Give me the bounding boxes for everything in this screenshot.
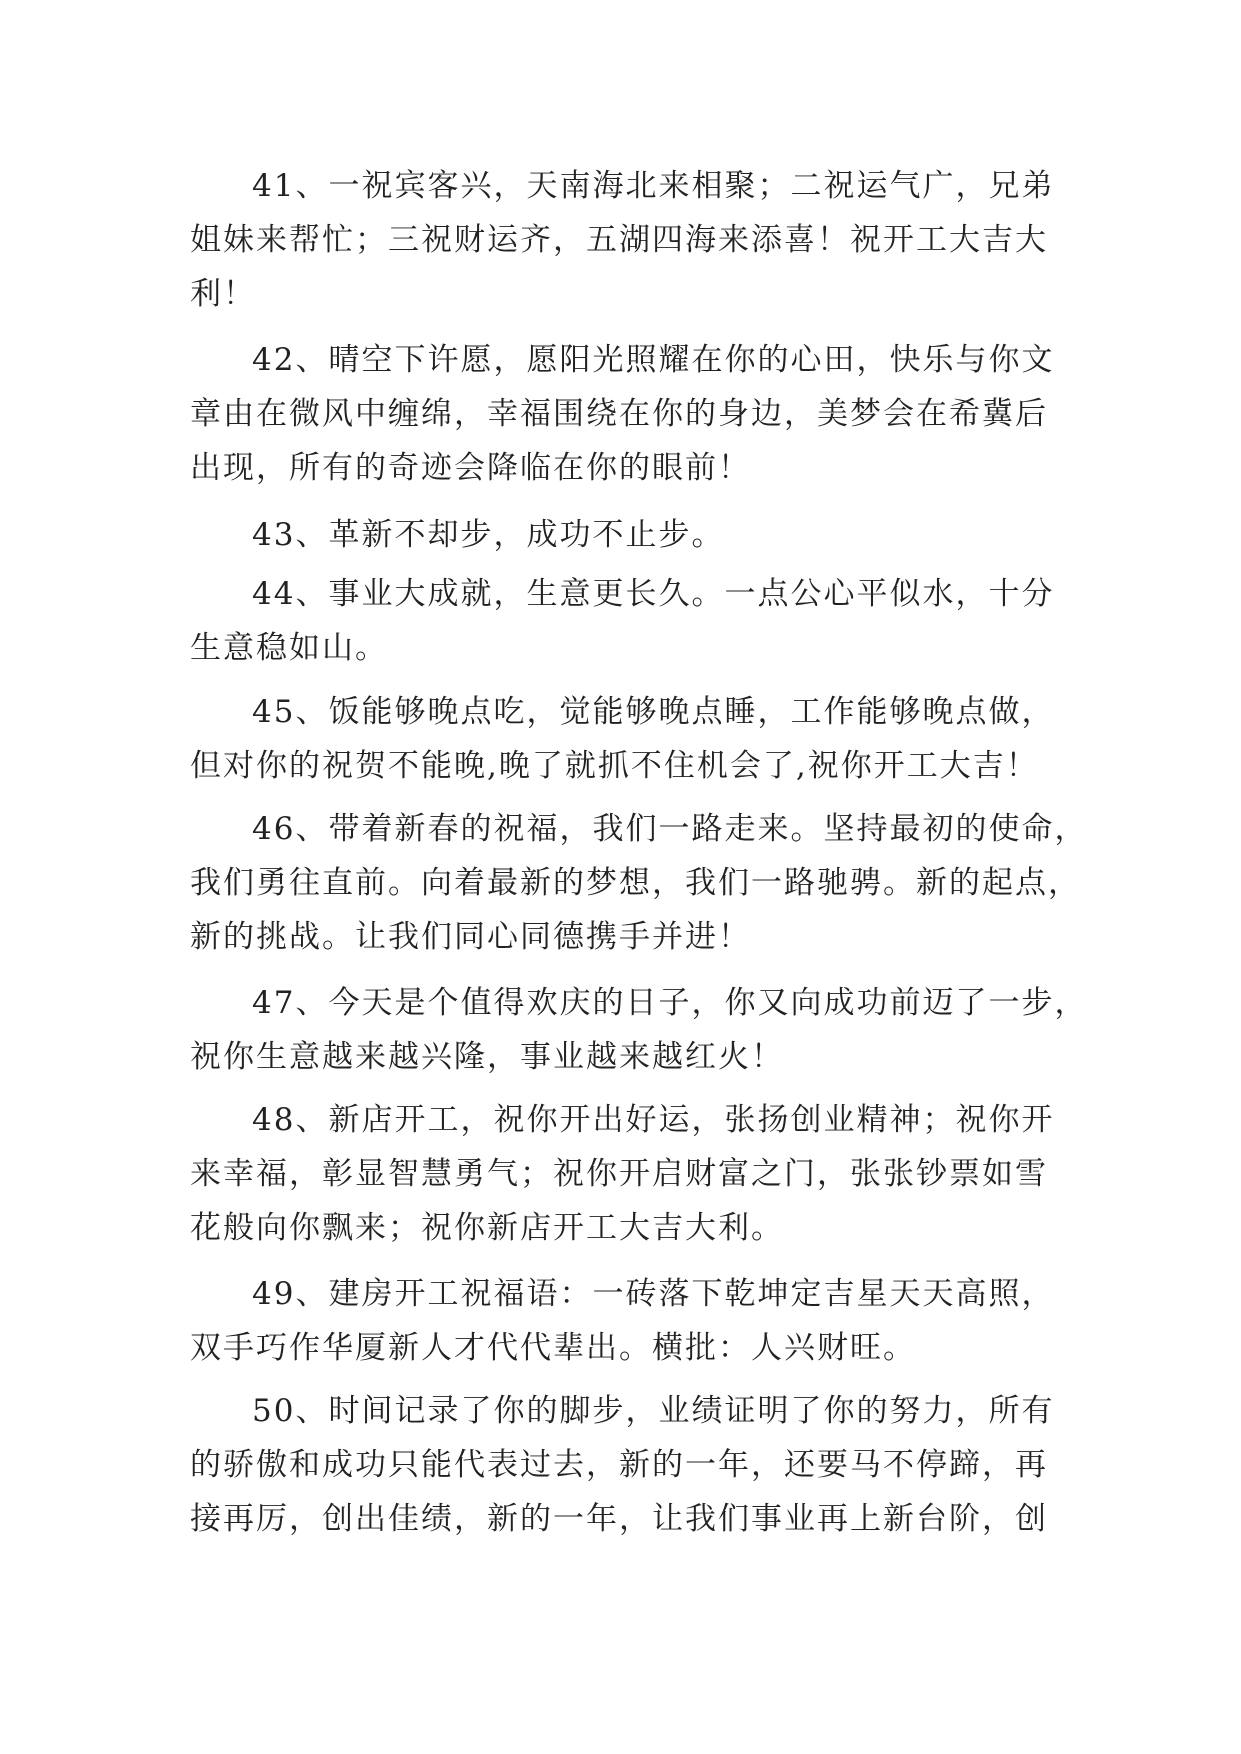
paragraph-41-line-1: 41、一祝宾客兴，天南海北来相聚；二祝运气广，兄弟 (252, 168, 1055, 204)
paragraph-49-line-1: 49、建房开工祝福语：一砖落下乾坤定吉星天天高照， (252, 1276, 1055, 1312)
paragraph-45-line-1: 45、饭能够晚点吃，觉能够晚点睡，工作能够晚点做， (252, 694, 1055, 730)
paragraph-42-line-1: 42、晴空下许愿，愿阳光照耀在你的心田，快乐与你文 (252, 342, 1055, 378)
paragraph-43-line-1: 43、革新不却步，成功不止步。 (252, 517, 725, 553)
paragraph-50-line-3: 接再厉，创出佳绩，新的一年，让我们事业再上新台阶，创 (190, 1501, 1048, 1537)
paragraph-42-line-3: 出现，所有的奇迹会降临在你的眼前！ (190, 450, 751, 486)
paragraph-50-line-2: 的骄傲和成功只能代表过去，新的一年，还要马不停蹄，再 (190, 1447, 1048, 1483)
paragraph-48-line-1: 48、新店开工，祝你开出好运，张扬创业精神；祝你开 (252, 1102, 1055, 1138)
paragraph-46-line-2: 我们勇往直前。向着最新的梦想，我们一路驰骋。新的起点， (190, 865, 1081, 901)
paragraph-47-line-2: 祝你生意越来越兴隆，事业越来越红火！ (190, 1039, 784, 1075)
paragraph-46-line-1: 46、带着新春的祝福，我们一路走来。坚持最初的使命， (252, 811, 1088, 847)
paragraph-50-line-1: 50、时间记录了你的脚步，业绩证明了你的努力，所有 (252, 1393, 1055, 1429)
paragraph-44-line-1: 44、事业大成就，生意更长久。一点公心平似水，十分 (252, 576, 1055, 612)
paragraph-42-line-2: 章由在微风中缠绵，幸福围绕在你的身边，美梦会在希冀后 (190, 396, 1048, 432)
paragraph-41-line-2: 姐妹来帮忙；三祝财运齐，五湖四海来添喜！祝开工大吉大 (190, 222, 1048, 258)
paragraph-46-line-3: 新的挑战。让我们同心同德携手并进！ (190, 919, 751, 955)
paragraph-41-line-3: 利！ (190, 276, 256, 312)
paragraph-49-line-2: 双手巧作华厦新人才代代辈出。横批：人兴财旺。 (190, 1330, 916, 1366)
paragraph-44-line-2: 生意稳如山。 (190, 630, 388, 666)
paragraph-45-line-2: 但对你的祝贺不能晚,晚了就抓不住机会了,祝你开工大吉！ (190, 748, 1039, 784)
paragraph-48-line-3: 花般向你飘来；祝你新店开工大吉大利。 (190, 1210, 784, 1246)
paragraph-47-line-1: 47、今天是个值得欢庆的日子，你又向成功前迈了一步， (252, 985, 1088, 1021)
paragraph-48-line-2: 来幸福，彰显智慧勇气；祝你开启财富之门，张张钞票如雪 (190, 1156, 1048, 1192)
